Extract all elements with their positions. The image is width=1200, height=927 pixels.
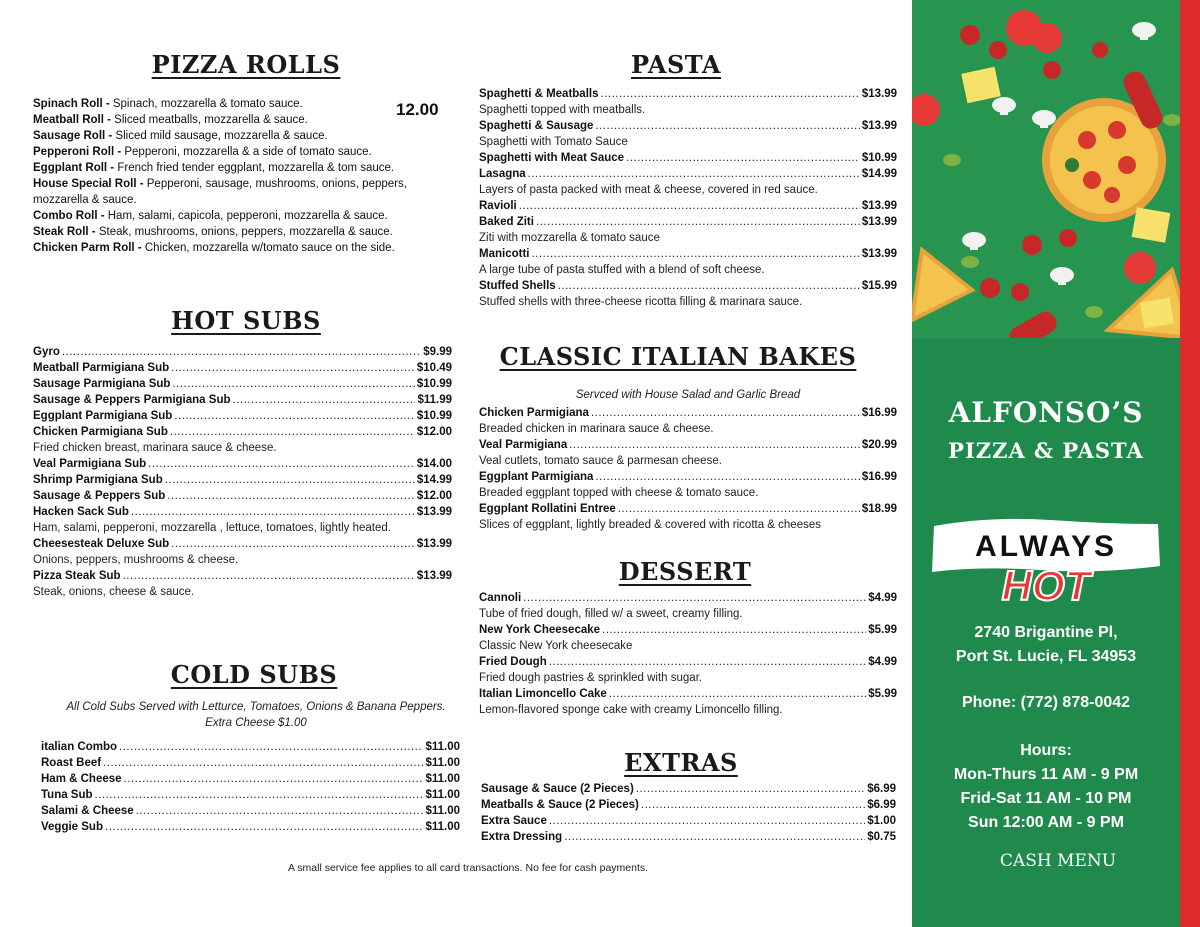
menu-row: Sausage Parmigiana Sub ..... $10.99: [33, 376, 452, 392]
pizza-pattern-illustration: [912, 0, 1200, 338]
hours-line: Frid-Sat 11 AM - 10 PM: [960, 790, 1132, 807]
menu-row: Extra Dressing ..... $0.75: [481, 829, 896, 845]
menu-row: Spaghetti & Sausage ..... $13.99: [479, 118, 897, 134]
menu-row: Veal Parmigiana ..... $20.99: [479, 437, 897, 453]
menu-row: Extra Sauce ..... $1.00: [481, 813, 896, 829]
pasta-heading: PASTA: [631, 50, 721, 79]
hot-subs-list: [33, 344, 452, 600]
menu-row: Eggplant Parmigiana Sub ..... $10.99: [33, 408, 452, 424]
menu-row: Manicotti ..... $13.99: [479, 246, 897, 262]
address-line-1: 2740 Brigantine Pl,: [974, 624, 1118, 641]
list-item: Sausage Roll - Sliced mild sausage, mozzarella & sauce.: [33, 130, 328, 142]
list-item: House Special Roll - Pepperoni, sausage, mushrooms, onions, peppers, mozzarella & sauce.: [33, 178, 407, 206]
item-description: Slices of eggplant, lightly breaded & covered with ricotta & cheeses: [479, 519, 821, 531]
red-accent-strip: [1180, 0, 1200, 927]
menu-row: Meatballs & Sauce (2 Pieces) ..... $6.99: [481, 797, 896, 813]
list-item: Meatball Roll - Sliced meatballs, mozzarella & sauce.: [33, 114, 308, 126]
list-item: Steak Roll - Steak, mushrooms, onions, peppers, mozzarella & sauce.: [33, 226, 393, 238]
menu-row: Baked Ziti ..... $13.99: [479, 214, 897, 230]
list-item: Pepperoni Roll - Pepperoni, mozzarella & a side of tomato sauce.: [33, 146, 372, 158]
item-description: Fried chicken breast, marinara sauce & cheese.: [33, 442, 277, 454]
menu-row: Cheesesteak Deluxe Sub ..... $13.99: [33, 536, 452, 552]
menu-row: Ham & Cheese ..... $11.00: [41, 771, 460, 787]
pizza-toppings-icon: [912, 0, 1200, 338]
item-description: A large tube of pasta stuffed with a blend of soft cheese.: [479, 264, 765, 276]
address-line-2: Port St. Lucie, FL 34953: [955, 648, 1137, 665]
list-item: Combo Roll - Ham, salami, capicola, pepperoni, mozzarella & sauce.: [33, 210, 388, 222]
item-description: Ziti with mozzarella & tomato sauce: [479, 232, 660, 244]
pizza-rolls-list: [33, 96, 463, 256]
menu-row: Roast Beef ..... $11.00: [41, 755, 460, 771]
item-description: Tube of fried dough, filled w/ a sweet, creamy filling.: [479, 608, 743, 620]
hours-line: Mon-Thurs 11 AM - 9 PM: [953, 766, 1139, 783]
menu-row: Sausage & Peppers Sub ..... $12.00: [33, 488, 452, 504]
item-description: Lemon-flavored sponge cake with creamy Limoncello filling.: [479, 704, 783, 716]
item-description: Fried dough pastries & sprinkled with sugar.: [479, 672, 703, 684]
bakes-list: [479, 405, 897, 533]
menu-row: Meatball Parmigiana Sub ..... $10.49: [33, 360, 452, 376]
brand-name: ALFONSO’S: [948, 396, 1144, 429]
cold-subs-list: [41, 739, 460, 835]
phone-number: Phone: (772) 878-0042: [961, 694, 1131, 711]
menu-row: Chicken Parmigiana Sub ..... $12.00: [33, 424, 452, 440]
extras-heading: EXTRAS: [624, 748, 738, 777]
menu-row: New York Cheesecake ..... $5.99: [479, 622, 897, 638]
always-hot-badge: [930, 514, 1162, 606]
list-item: Spinach Roll - Spinach, mozzarella & tomato sauce.: [33, 98, 303, 110]
extras-list: [481, 781, 896, 845]
menu-row: Cannoli ..... $4.99: [479, 590, 897, 606]
cold-subs-heading: COLD SUBS: [170, 660, 338, 689]
menu-row: italian Combo ..... $11.00: [41, 739, 460, 755]
cold-subs-note: All Cold Subs Served with Letturce, Tomatoes, Onions & Banana Peppers. Extra Cheese $1.00: [66, 701, 446, 729]
menu-row: Spaghetti & Meatballs ..... $13.99: [479, 86, 897, 102]
menu-row: Veggie Sub ..... $11.00: [41, 819, 460, 835]
menu-row: Ravioli ..... $13.99: [479, 198, 897, 214]
menu-row: Tuna Sub ..... $11.00: [41, 787, 460, 803]
item-description: Steak, onions, cheese & sauce.: [33, 586, 195, 598]
item-description: Ham, salami, pepperoni, mozzarella , lettuce, tomatoes, lightly heated.: [33, 522, 391, 534]
hot-text: HOT: [1001, 562, 1091, 606]
item-description: Spaghetti with Tomato Sauce: [479, 136, 628, 148]
menu-row: Shrimp Parmigiana Sub ..... $14.99: [33, 472, 452, 488]
menu-row: Spaghetti with Meat Sauce ..... $10.99: [479, 150, 897, 166]
item-description: Stuffed shells with three-cheese ricotta filling & marinara sauce.: [479, 296, 803, 308]
menu-row: Gyro ..... $9.99: [33, 344, 452, 360]
pizza-rolls-price: 12.00: [396, 100, 439, 119]
dessert-list: [479, 590, 897, 718]
hours-title: Hours:: [1020, 742, 1072, 759]
menu-row: Eggplant Rollatini Entree ..... $18.99: [479, 501, 897, 517]
menu-row: Chicken Parmigiana ..... $16.99: [479, 405, 897, 421]
list-item: Chicken Parm Roll - Chicken, mozzarella w/tomato sauce on the side.: [33, 242, 395, 254]
cash-menu-label: CASH MENU: [999, 851, 1117, 871]
hot-subs-heading: HOT SUBS: [171, 306, 321, 335]
sidebar: [912, 0, 1200, 927]
menu-row: Salami & Cheese ..... $11.00: [41, 803, 460, 819]
pasta-list: [479, 86, 897, 310]
dessert-heading: DESSERT: [618, 557, 752, 586]
item-description: Onions, peppers, mushrooms & cheese.: [33, 554, 239, 566]
menu-row: Sausage & Peppers Parmigiana Sub ..... $11.99: [33, 392, 452, 408]
menu-row: Stuffed Shells ..... $15.99: [479, 278, 897, 294]
always-text: ALWAYS: [975, 530, 1117, 563]
bakes-note: Servced with House Salad and Garlic Bread: [575, 389, 801, 401]
menu-row: Veal Parmigiana Sub ..... $14.00: [33, 456, 452, 472]
menu-row: Fried Dough ..... $4.99: [479, 654, 897, 670]
item-description: Veal cutlets, tomato sauce & parmesan cheese.: [479, 455, 722, 467]
menu-row: Lasagna ..... $14.99: [479, 166, 897, 182]
item-description: Breaded eggplant topped with cheese & tomato sauce.: [479, 487, 759, 499]
bakes-heading: CLASSIC ITALIAN BAKES: [499, 342, 857, 371]
service-fee-note: A small service fee applies to all card transactions. No fee for cash payments.: [287, 862, 649, 874]
pizza-rolls-heading: PIZZA ROLLS: [151, 50, 341, 79]
brand-subtitle: PIZZA & PASTA: [948, 438, 1144, 463]
item-description: Layers of pasta packed with meat & cheese, covered in red sauce.: [479, 184, 818, 196]
list-item: Eggplant Roll - French fried tender eggplant, mozzarella & tom sauce.: [33, 162, 395, 174]
menu-row: Hacken Sack Sub ..... $13.99: [33, 504, 452, 520]
menu-row: Sausage & Sauce (2 Pieces) ..... $6.99: [481, 781, 896, 797]
hours-line: Sun 12:00 AM - 9 PM: [968, 814, 1124, 831]
menu-row: Eggplant Parmigiana ..... $16.99: [479, 469, 897, 485]
menu-row: Italian Limoncello Cake ..... $5.99: [479, 686, 897, 702]
item-description: Breaded chicken in marinara sauce & cheese.: [479, 423, 714, 435]
menu-row: Pizza Steak Sub ..... $13.99: [33, 568, 452, 584]
item-description: Spaghetti topped with meatballs.: [479, 104, 646, 116]
item-description: Classic New York cheesecake: [479, 640, 633, 652]
